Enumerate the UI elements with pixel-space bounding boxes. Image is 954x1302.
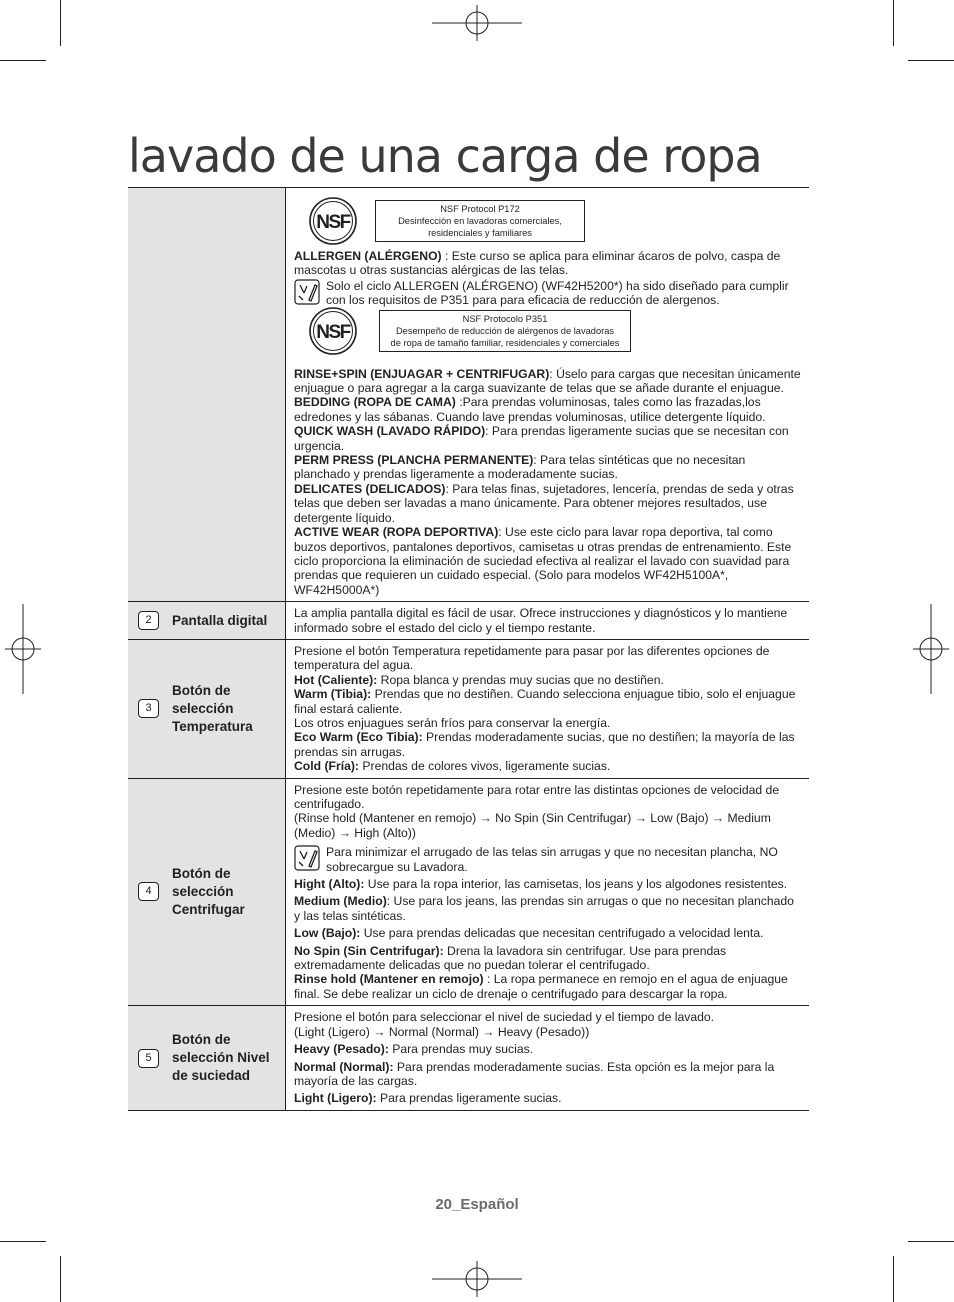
item-description: La amplia pantalla digital es fácil de usar. Ofrece instrucciones y diagnósticos y lo mantiene informado sobre el estado del ciclo y el tiempo restante. xyxy=(294,606,788,635)
option-description xyxy=(294,1060,801,1089)
svg-text:NSF: NSF xyxy=(316,321,350,343)
row-content-cell xyxy=(286,1006,810,1110)
option-text: Para prendas muy sucias. xyxy=(388,1042,534,1057)
nsf-certification xyxy=(309,197,801,245)
note xyxy=(294,279,801,308)
option-text: : Use para los jeans, las prendas sin arrugas o que no necesitan planchado y las telas sintéticas. xyxy=(294,894,794,923)
option-text: Para prendas moderadamente sucias. Esta opción es la mejor para la mayoría de las cargas. xyxy=(294,1059,775,1088)
crop-mark xyxy=(908,60,954,61)
item-description: Presione este botón repetidamente para rotar entre las distintas opciones de velocidad de centrifugado. xyxy=(294,782,780,811)
option-description xyxy=(294,687,801,716)
nsf-protocol-line: residenciales y familiares xyxy=(428,228,532,238)
option-name: Warm (Tibia): xyxy=(294,687,372,702)
cycle-name: ACTIVE WEAR (ROPA DEPORTIVA) xyxy=(294,525,499,540)
row-content-cell xyxy=(286,602,810,640)
option-sequence: (Light (Ligero) → Normal (Normal) → Heavy (Pesado)) xyxy=(294,1024,590,1039)
nsf-logo-icon xyxy=(309,197,357,245)
item-number-badge: 3 xyxy=(138,699,159,718)
note-pencil-icon xyxy=(294,845,320,871)
crop-mark xyxy=(0,60,46,61)
table-row xyxy=(128,188,809,602)
item-label: Pantalla digital xyxy=(172,612,268,628)
cycle-name: BEDDING (ROPA DE CAMA) xyxy=(294,395,456,410)
option-description xyxy=(294,673,801,687)
registration-mark xyxy=(913,604,949,694)
nsf-protocol-line: NSF Protocol P172 xyxy=(440,204,520,214)
table-row xyxy=(128,639,809,778)
option-description xyxy=(294,926,801,940)
nsf-protocol-line: Desinfección en lavadoras comerciales, xyxy=(398,216,562,226)
item-label: Botón de selección Nivel de suciedad xyxy=(172,1032,270,1083)
option-text: Ropa blanca y prendas muy sucias que no destiñen. xyxy=(377,672,664,687)
registration-mark xyxy=(432,1261,522,1297)
crop-mark xyxy=(60,1256,61,1302)
row-label-cell xyxy=(128,639,286,778)
crop-mark xyxy=(908,1241,954,1242)
note-pencil-icon xyxy=(294,279,320,305)
option-name: Medium (Medio) xyxy=(294,894,387,909)
option-sequence: (Rinse hold (Mantener en remojo) → No Spin (Sin Centrifugar) → Low (Bajo) → Medium (Medio) → High (Alto)) xyxy=(294,811,771,840)
item-label: Botón de selección Centrifugar xyxy=(172,865,245,917)
note xyxy=(294,845,801,874)
cycle-name: DELICATES (DELICADOS) xyxy=(294,481,446,496)
nsf-protocol-box xyxy=(375,200,585,242)
item-description: Presione el botón Temperatura repetidamente para pasar por las diferentes opciones de temperatura del agua. xyxy=(294,643,770,673)
option-name: Light (Ligero): xyxy=(294,1091,377,1106)
cycle-name: ALLERGEN (ALÉRGENO) xyxy=(294,249,442,263)
cycle-description xyxy=(294,525,801,597)
crop-mark xyxy=(60,0,61,46)
cycle-name: QUICK WASH (LAVADO RÁPIDO) xyxy=(294,424,486,439)
item-number-badge: 5 xyxy=(138,1049,159,1068)
nsf-protocol-line: Desempeño de reducción de alérgenos de lavadoras xyxy=(395,325,615,336)
option-name: Heavy (Pesado): xyxy=(294,1042,389,1057)
option-text: Drena la lavadora sin centrifugar. Use para prendas extremadamente delicadas que no puedan tolerar el centrifugado. xyxy=(294,943,727,973)
cycle-description xyxy=(294,424,801,453)
item-label: Botón de selección Temperatura xyxy=(172,682,253,734)
cycle-description xyxy=(294,395,801,424)
cycle-description xyxy=(294,453,801,482)
option-description xyxy=(294,1042,801,1056)
note-text: Para minimizar el arrugado de las telas sin arrugas y que no necesitan plancha, NO sobrecargue su Lavadora. xyxy=(326,845,778,874)
option-text: : La ropa permanece en remojo en el agua de enjuague final. Se debe realizar un ciclo de drenaje o centrifugado para descargar la ropa. xyxy=(294,972,788,1001)
cycle-name: RINSE+SPIN (ENJUAGAR + CENTRIFUGAR) xyxy=(294,366,550,381)
option-text: Los otros enjuagues serán fríos para conservar la energía. xyxy=(294,715,611,730)
page-number: 20_Español xyxy=(435,1196,519,1213)
item-description: Presione el botón para seleccionar el nivel de suciedad y el tiempo de lavado. xyxy=(294,1010,715,1025)
option-description xyxy=(294,972,801,1001)
cycle-text: : Úselo para cargas que necesitan únicamente enjuague o para agregar a la carga suavizante de telas que se añade durante el enjuague. xyxy=(294,366,801,396)
row-label-cell xyxy=(128,778,286,1006)
row-content-cell xyxy=(286,639,810,778)
cycle-text: : Para telas sintéticas que no necesitan planchado y prendas ligeramente a moderadamente sucias. xyxy=(294,453,746,482)
crop-mark xyxy=(893,1256,894,1302)
option-name: Cold (Fría): xyxy=(294,759,359,774)
option-name: Normal (Normal): xyxy=(294,1059,394,1074)
table-row xyxy=(128,1006,809,1110)
table-row xyxy=(128,602,809,640)
nsf-protocol-line: NSF Protocolo P351 xyxy=(462,313,548,324)
note-text: Solo el ciclo ALLERGEN (ALÉRGENO) (WF42H5200*) ha sido diseñado para cumplir con los requisitos de P351 para para eficacia de reducción de alergenos. xyxy=(326,278,789,308)
feature-table xyxy=(128,188,809,1111)
row-label-cell xyxy=(128,602,286,640)
nsf-protocol-line: de ropa de tamaño familiar, residenciales y comerciales xyxy=(390,337,620,348)
option-description xyxy=(294,730,801,759)
option-name: Low (Bajo): xyxy=(294,926,361,941)
option-name: No Spin (Sin Centrifugar): xyxy=(294,943,444,958)
option-text: Para prendas ligeramente sucias. xyxy=(376,1091,562,1106)
option-text: Prendas moderadamente sucias, que no destiñen; la mayoría de las prendas sin arrugas. xyxy=(294,730,795,759)
cycle-name: PERM PRESS (PLANCHA PERMANENTE) xyxy=(294,453,534,468)
row-label-cell xyxy=(128,188,286,602)
option-description xyxy=(294,877,801,891)
option-name: Eco Warm (Eco Tibia): xyxy=(294,730,423,745)
crop-mark xyxy=(0,1241,46,1242)
option-text: Use para prendas delicadas que necesitan centrifugado a velocidad lenta. xyxy=(360,926,764,941)
option-name: Rinse hold (Mantener en remojo) xyxy=(294,972,484,987)
row-content-cell xyxy=(286,778,810,1006)
option-description xyxy=(294,894,801,923)
cycle-text: : Para telas finas, sujetadores, lencería, prendas de seda y otras telas que deben ser lavadas a mano únicamente. Para obtener mejores resultados, use detergente líquido. xyxy=(294,481,794,525)
row-content-cell xyxy=(286,188,810,602)
cycle-description xyxy=(294,367,801,396)
option-text: Prendas que no destiñen. Cuando selecciona enjuague tibio, solo el enjuague final estará caliente. xyxy=(294,687,796,716)
cycle-text: : Este curso se aplica para eliminar ácaros de polvo, caspa de mascotas u otras sustancias alérgicas de las telas. xyxy=(294,249,781,278)
crop-mark xyxy=(893,0,894,46)
option-text: Prendas de colores vivos, ligeramente sucias. xyxy=(359,759,611,774)
table-row xyxy=(128,778,809,1006)
row-label-cell xyxy=(128,1006,286,1110)
cycle-text: :Para prendas voluminosas, tales como las frazadas,los edredones y las sábanas. Cuando lave prendas voluminosas, utilice detergente líquido. xyxy=(294,395,766,424)
cycle-text: : Para prendas ligeramente sucias que se necesitan con urgencia. xyxy=(294,424,789,453)
option-name: Hot (Caliente): xyxy=(294,672,378,687)
option-description xyxy=(294,1091,801,1105)
svg-text:NSF: NSF xyxy=(316,212,350,233)
page-title: lavado de una carga de ropa xyxy=(128,129,762,183)
registration-mark xyxy=(5,604,41,694)
nsf-logo-icon xyxy=(309,307,357,355)
nsf-certification xyxy=(309,307,801,355)
option-text: Use para la ropa interior, las camisetas, los jeans y los algodones resistentes. xyxy=(364,877,788,892)
item-number-badge: 2 xyxy=(138,611,159,630)
registration-mark xyxy=(432,5,522,41)
option-name: Hight (Alto): xyxy=(294,877,365,892)
option-description xyxy=(294,759,801,773)
item-number-badge: 4 xyxy=(138,882,159,901)
allergen-description xyxy=(294,249,801,278)
nsf-protocol-box xyxy=(379,310,631,352)
cycle-text: : Use este ciclo para lavar ropa deportiva, tal como buzos deportivos, pantalones deportivos, camisetas u otras prendas de entrenamiento. Este ciclo proporciona la eliminación de suciedad efectiva al realizar el lavado con suavidad para prendas que requieren un cuidado especial. (Solo para modelos WF42H5100A*, WF42H5000A*) xyxy=(294,525,792,597)
option-description xyxy=(294,944,801,973)
cycle-description xyxy=(294,482,801,525)
